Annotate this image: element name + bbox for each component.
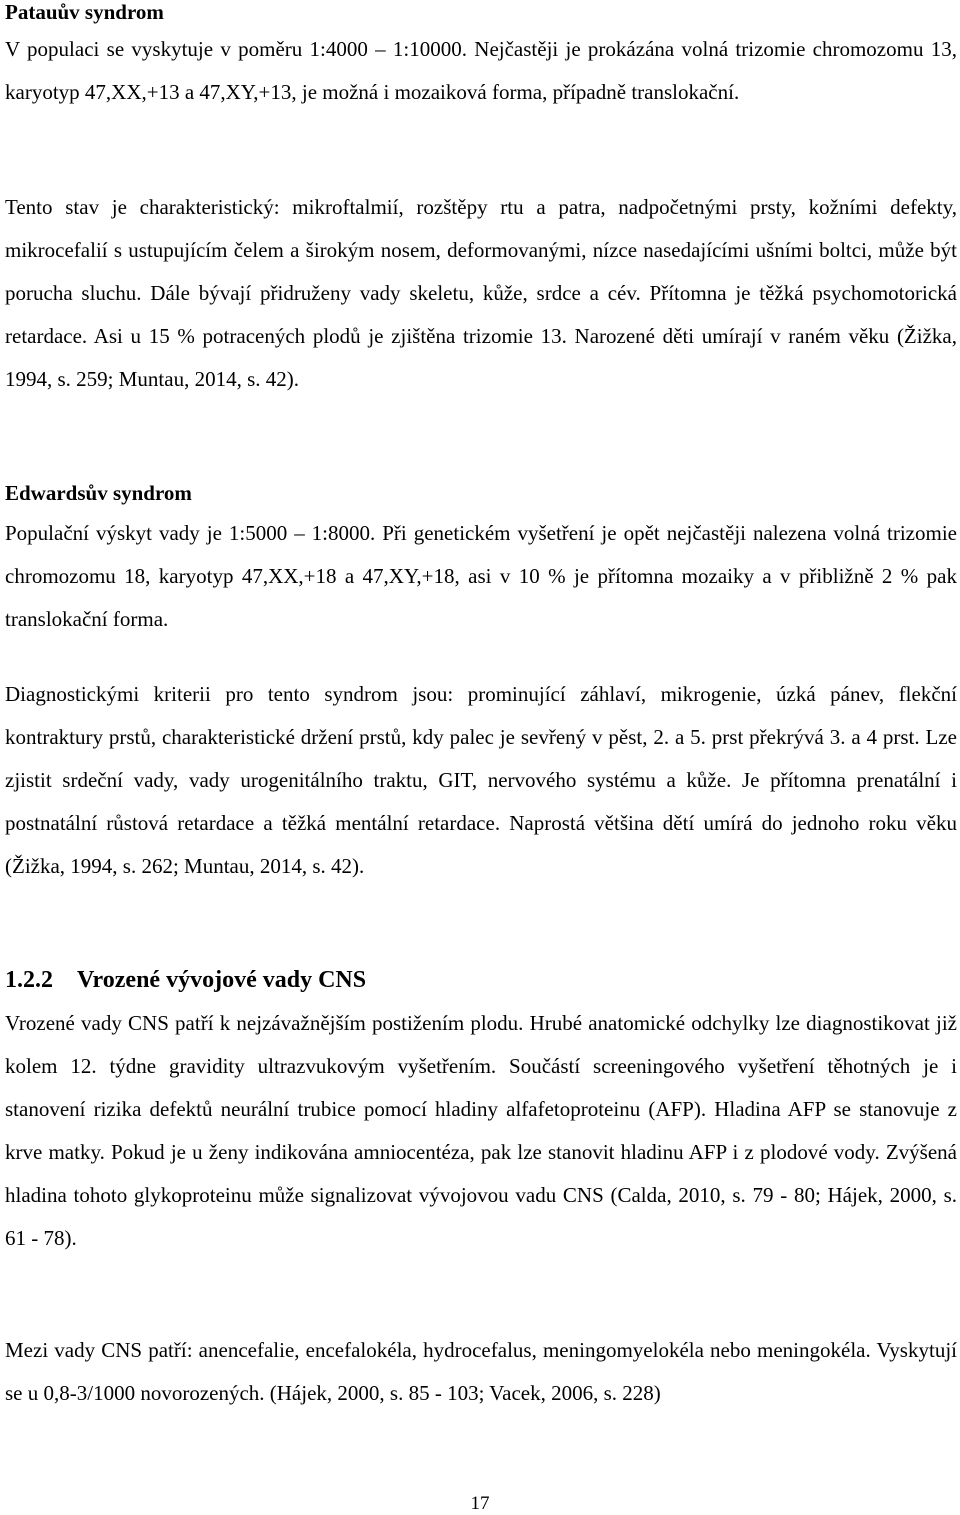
patau-heading: Patauův syndrom: [5, 0, 164, 24]
edwards-paragraph-1: Populační výskyt vady je 1:5000 – 1:8000. Při genetickém vyšetření je opět nejčastěji nalezena volná trizomie chromozomu 18, karyotyp 47,XX,+18 a 47,XY,+18, asi v 10 % je přítomna mozaiky a v přibližně 2 % pak translokační forma.: [5, 521, 957, 631]
cns-paragraph-1: Vrozené vady CNS patří k nejzávažnějším postižením plodu. Hrubé anatomické odchylky lze diagnostikovat již kolem 12. týdne gravidity ultrazvukovým vyšetřením. Součástí screeningového vyšetření těhotných je i stanovení rizika defektů neurální trubice pomocí hladiny alfafetoproteinu (AFP). Hladina AFP se stanovuje z krve matky. Pokud je u ženy indikována amniocentéza, pak lze stanovit hladinu AFP i z plodové vody. Zvýšená hladina tohoto glykoproteinu může signalizovat vývojovou vadu CNS (Calda, 2010, s. 79 - 80; Hájek, 2000, s. 61 - 78).: [5, 1011, 957, 1250]
patau-paragraph-2: Tento stav je charakteristický: mikroftalmií, rozštěpy rtu a patra, nadpočetnými prsty, kožními defekty, mikrocefalií s ustupujícím čelem a širokým nosem, deformovanými, nízce nasedajícími ušními boltci, může být porucha sluchu. Dále bývají přidruženy vady skeletu, kůže, srdce a cév. Přítomna je těžká psychomotorická retardace. Asi u 15 % potracených plodů je zjištěna trizomie 13. Narozené děti umírají v raném věku (Žižka, 1994, s. 259; Muntau, 2014, s. 42).: [5, 195, 957, 391]
page-number: 17: [470, 1493, 490, 1514]
patau-paragraph-1: V populaci se vyskytuje v poměru 1:4000 – 1:10000. Nejčastěji je prokázána volná trizomie chromozomu 13, karyotyp 47,XX,+13 a 47,XY,+13, je možná i mozaiková forma, případně translokační.: [5, 37, 957, 104]
cns-section-number: 1.2.2: [5, 967, 53, 993]
cns-paragraph-2: Mezi vady CNS patří: anencefalie, encefalokéla, hydrocefalus, meningomyelokéla nebo meningokéla. Vyskytují se u 0,8-3/1000 novorozených. (Hájek, 2000, s. 85 - 103; Vacek, 2006, s. 228): [5, 1338, 957, 1405]
edwards-heading: Edwardsův syndrom: [5, 481, 192, 505]
cns-section-title: Vrozené vývojové vady CNS: [77, 967, 367, 993]
edwards-paragraph-2: Diagnostickými kriterii pro tento syndrom jsou: prominující záhlaví, mikrogenie, úzká pánev, flekční kontraktury prstů, charakteristické držení prstů, kdy palec je sevřený v pěst, 2. a 5. prst překrývá 3. a 4 prst. Lze zjistit srdeční vady, vady urogenitálního traktu, GIT, nervového systému a kůže. Je přítomna prenatální i postnatální růstová retardace a těžká mentální retardace. Naprostá většina dětí umírá do jednoho roku věku (Žižka, 1994, s. 262; Muntau, 2014, s. 42).: [5, 682, 957, 878]
cns-section-heading: [5, 966, 366, 994]
